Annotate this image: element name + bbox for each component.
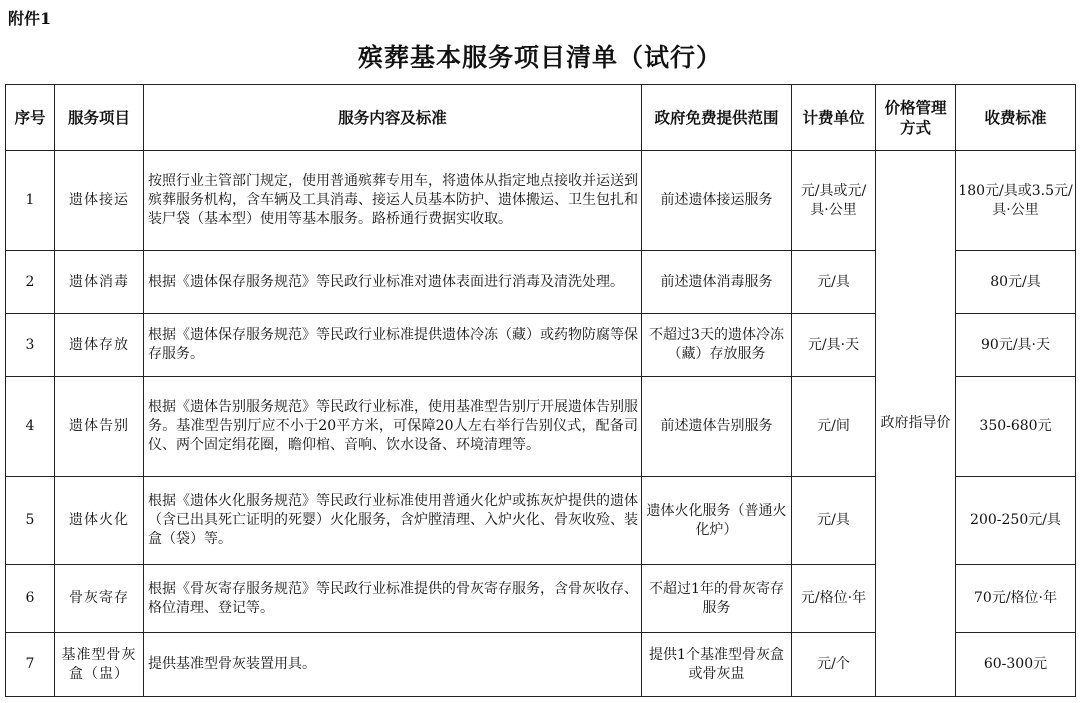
row-free: 前述遗体消毒服务	[642, 251, 792, 314]
row-fee: 60-300元	[956, 633, 1076, 697]
header-unit: 计费单位	[792, 85, 876, 151]
row-item: 基准型骨灰盒（盅）	[55, 633, 144, 697]
row-unit: 元/间	[792, 377, 876, 477]
row-content: 根据《遗体保存服务规范》等民政行业标准对遗体表面进行消毒及清洗处理。	[144, 251, 642, 314]
row-content: 根据《遗体火化服务规范》等民政行业标准使用普通火化炉或拣灰炉提供的遗体（含已出具死亡证明的死婴）火化服务，含炉膛清理、入炉火化、骨灰收殓、装盒（袋）等。	[144, 477, 642, 565]
row-content: 根据《遗体保存服务规范》等民政行业标准提供遗体冷冻（藏）或药物防腐等保存服务。	[144, 314, 642, 377]
row-fee: 80元/具	[956, 251, 1076, 314]
document-title: 殡葬基本服务项目清单（试行）	[357, 43, 722, 72]
row-no: 4	[6, 377, 55, 477]
row-item: 遗体告别	[55, 377, 144, 477]
header-no: 序号	[6, 85, 55, 151]
row-free: 遗体火化服务（普通火化炉）	[642, 477, 792, 565]
row-unit: 元/格位·年	[792, 565, 876, 633]
table-row	[6, 151, 1076, 251]
row-no: 3	[6, 314, 55, 377]
attachment-label: 附件1	[8, 9, 52, 28]
row-item: 遗体火化	[55, 477, 144, 565]
row-item: 遗体存放	[55, 314, 144, 377]
row-item: 遗体接运	[55, 151, 144, 251]
price-mode-cell: 政府指导价	[876, 151, 956, 697]
header-item: 服务项目	[55, 85, 144, 151]
header-free: 政府免费提供范围	[642, 85, 792, 151]
row-no: 7	[6, 633, 55, 697]
row-item: 遗体消毒	[55, 251, 144, 314]
row-fee: 70元/格位·年	[956, 565, 1076, 633]
row-no: 6	[6, 565, 55, 633]
row-item: 骨灰寄存	[55, 565, 144, 633]
row-no: 2	[6, 251, 55, 314]
header-price-mode: 价格管理方式	[876, 85, 956, 151]
row-free: 不超过1年的骨灰寄存服务	[642, 565, 792, 633]
row-unit: 元/具或元/具·公里	[792, 151, 876, 251]
row-unit: 元/具·天	[792, 314, 876, 377]
row-fee: 350-680元	[956, 377, 1076, 477]
row-content: 根据《遗体告别服务规范》等民政行业标准，使用基准型告别厅开展遗体告别服务。基准型告别厅应不小于20平方米，可保障20人左右举行告别仪式，配备司仪、两个固定绢花圈，瞻仰棺、音响、饮水设备、环境清理等。	[144, 377, 642, 477]
row-fee: 90元/具·天	[956, 314, 1076, 377]
service-table	[5, 84, 1076, 697]
row-no: 1	[6, 151, 55, 251]
row-unit: 元/具	[792, 251, 876, 314]
row-unit: 元/个	[792, 633, 876, 697]
row-unit: 元/具	[792, 477, 876, 565]
row-no: 5	[6, 477, 55, 565]
header-row	[6, 85, 1076, 151]
header-fee: 收费标准	[956, 85, 1076, 151]
row-content: 按照行业主管部门规定，使用普通殡葬专用车，将遗体从指定地点接收并运送到殡葬服务机构，含车辆及工具消毒、接运人员基本防护、遗体搬运、卫生包扎和装尸袋（基本型）使用等基本服务。路桥通行费据实收取。	[144, 151, 642, 251]
row-fee: 180元/具或3.5元/具·公里	[956, 151, 1076, 251]
row-free: 前述遗体告别服务	[642, 377, 792, 477]
header-content: 服务内容及标准	[144, 85, 642, 151]
row-free: 不超过3天的遗体冷冻（藏）存放服务	[642, 314, 792, 377]
row-content: 提供基准型骨灰装置用具。	[144, 633, 642, 697]
row-fee: 200-250元/具	[956, 477, 1076, 565]
row-free: 前述遗体接运服务	[642, 151, 792, 251]
row-free: 提供1个基准型骨灰盒或骨灰盅	[642, 633, 792, 697]
row-content: 根据《骨灰寄存服务规范》等民政行业标准提供的骨灰寄存服务，含骨灰收存、格位清理、登记等。	[144, 565, 642, 633]
